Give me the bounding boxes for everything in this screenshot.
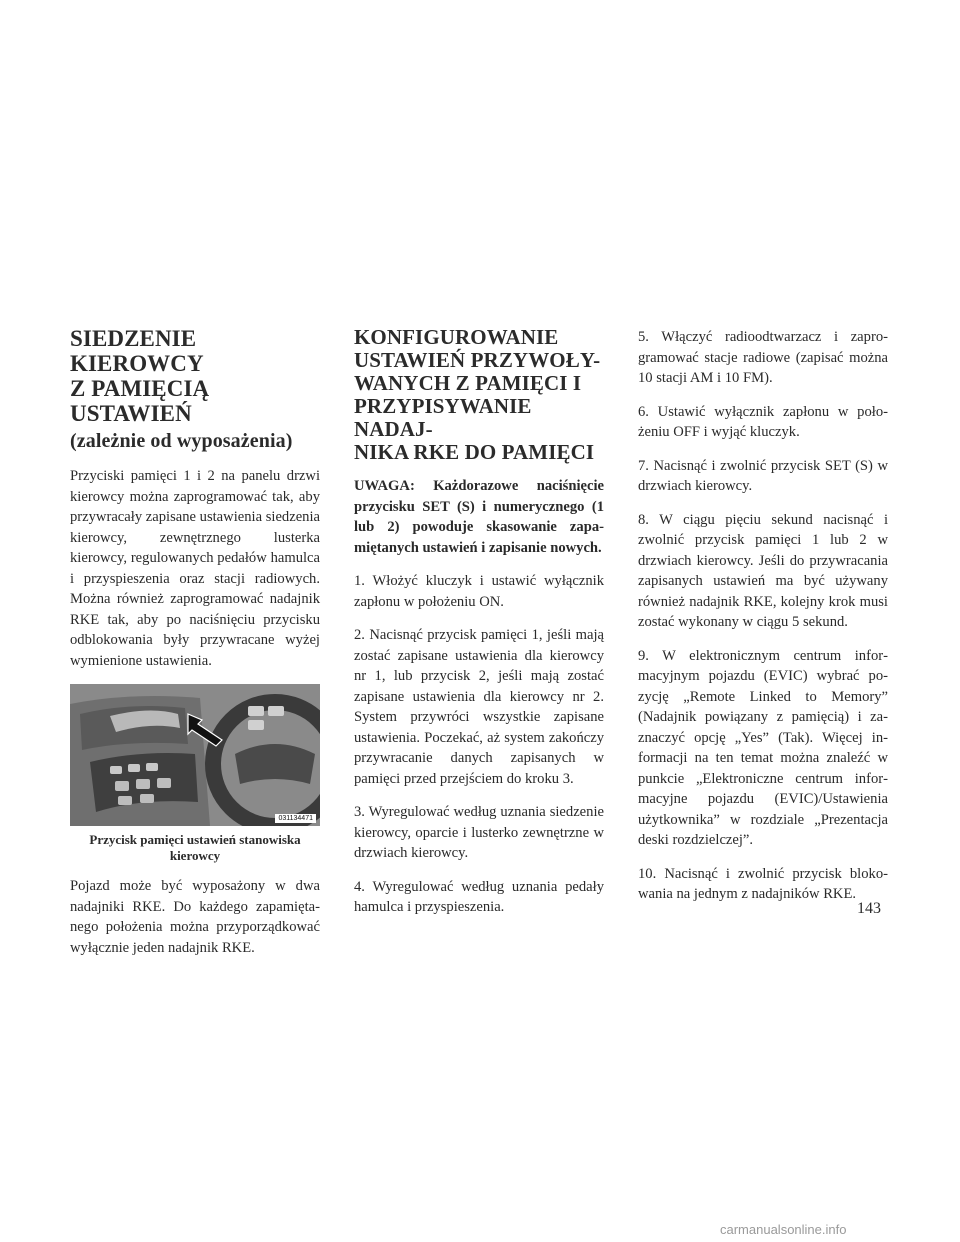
step-7: 7. Nacisnąć i zwolnić przycisk SET (S) w drzwiach kierowcy. [638, 457, 888, 494]
step-4: 4. Wyregulować według uznania pedały hamulca i przyspieszenia. [354, 878, 604, 915]
step-1: 1. Włożyć kluczyk i ustawić wyłącznik zapłonu w położeniu ON. [354, 573, 604, 610]
door-panel-illustration [70, 684, 320, 826]
step-9: 9. W elektronicznym centrum informacyjnym pojazdu (EVIC) wybrać pozycję „Remote Linked to Memory” (Nadajnik powiązany z pamięcią) i zaznaczyć opcję „Yes” (Tak). Więcej informacji na ten temat można znaleźć w punkcie „Elektroniczne centrum informacyjne pojazdu (EVIC)/Ustawienia użytkownika” w rozdziale „Prezentacja deski rozdzielczej”. [638, 647, 888, 848]
heading-line-2: Z PAMIĘCIĄ USTAWIEŃ [70, 376, 210, 426]
step-5: 5. Włączyć radioodtwarzacz i zaprogramować stacje radiowe (zapisać można 10 stacji AM i 10 FM). [638, 329, 888, 386]
note-paragraph [354, 476, 604, 558]
step-10: 10. Nacisnąć i zwolnić przycisk blokowania na jednym z nadajników RKE. [638, 865, 888, 902]
note-label: UWAGA: [354, 478, 415, 494]
figure-code: 031134471 [275, 814, 316, 823]
step-2: 2. Nacisnąć przycisk pamięci 1, jeśli mają zostać zapisane ustawienia dla kierowcy nr 1, lub przycisk 2, jeśli mają zostać zapisane ustawienia dla kierowcy nr 2. System przywróci wszystkie zapisane ustawienia. Poczekać, aż system zakończy przywracanie danych zapisanych w pamięci przed przejściem do kroku 3. [354, 627, 604, 787]
page-number: 143 [857, 900, 881, 917]
note-text: Każdorazowe naciśnięcie przycisku SET (S) i numerycznego (1 lub 2) powoduje skasowanie zapamiętanych ustawień i zapisanie nowych. [354, 478, 604, 556]
heading-line-4: PRZYPISYWANIE NADAJ- [354, 394, 532, 441]
figure-caption: Przycisk pamięci ustawień stanowiska kierowcy [89, 832, 301, 863]
watermark: carmanualsonline.info [720, 1222, 847, 1237]
heading-line-5: NIKA RKE DO PAMIĘCI [354, 440, 595, 464]
step-8: 8. W ciągu pięciu sekund nacisnąć i zwolnić przycisk pamięci 1 lub 2 w drzwiach kierowcy. Jeśli do przywracania zapisanych ustawień ma być używany również nadajnik RKE, kolejny krok musi zostać wykonany w ciągu 5 sekund. [638, 511, 888, 630]
column-2 [354, 326, 604, 931]
rke-paragraph: Pojazd może być wyposażony w dwa nadajniki RKE. Do każdego zapamiętanego położenia można przyporządkować wyłącznie jeden nadajnik RKE. [70, 878, 320, 956]
column-3 [638, 327, 888, 918]
column-1 [70, 326, 320, 971]
step-6: 6. Ustawić wyłącznik zapłonu w położeniu OFF i wyjąć kluczyk. [638, 403, 888, 440]
heading-line-3: WANYCH Z PAMIĘCI I [354, 371, 582, 395]
heading-line-1: SIEDZENIE KIEROWCY [70, 326, 204, 376]
door-panel-memory-button-figure [70, 684, 320, 826]
step-3: 3. Wyregulować według uznania siedzenie kierowcy, oparcie i lusterko zewnętrzne w drzwiach kierowcy. [354, 804, 604, 861]
intro-paragraph: Przyciski pamięci 1 i 2 na panelu drzwi kierowcy można zaprogramować tak, aby przywracały zapisane ustawienia siedzenia kierowcy, zewnętrznego lusterka kierowcy, regulowanych pedałów hamulca i przyspieszenia oraz stacji radiowych. Można również zaprogramować nadajnik RKE tak, aby po naciśnięciu przycisku odblokowania były przywracane wyżej wymienione ustawienia. [70, 468, 320, 669]
section-heading-memory-seat [70, 326, 320, 454]
heading-subtitle: (zależnie od wyposażenia) [70, 430, 293, 452]
heading-line-1: KONFIGUROWANIE [354, 325, 559, 349]
heading-line-2: USTAWIEŃ PRZYWOŁY- [354, 348, 601, 372]
section-heading-programming [354, 326, 604, 464]
